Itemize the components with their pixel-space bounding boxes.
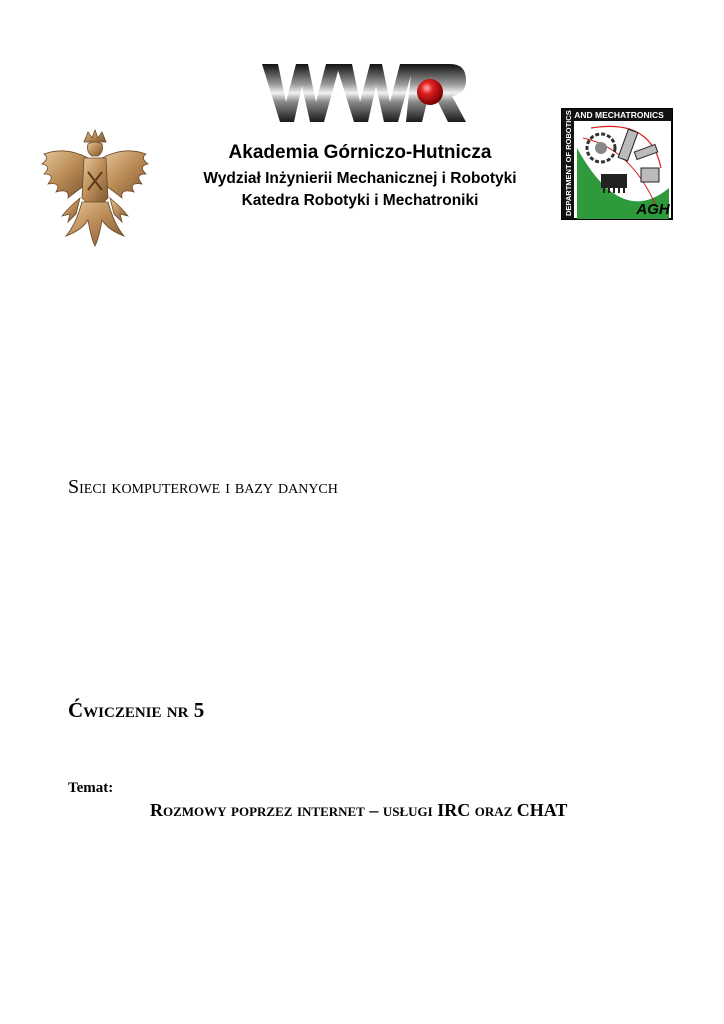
- dept-logo-top-text: AND MECHATRONICS: [574, 110, 664, 120]
- department-name: Katedra Robotyki i Mechatroniki: [241, 192, 479, 209]
- department-logo: [561, 108, 673, 220]
- agh-eagle-emblem: [36, 128, 154, 252]
- university-name: Akademia Górniczo-Hutnicza: [228, 142, 492, 163]
- exercise-number: 5: [193, 698, 205, 722]
- faculty-name: Wydział Inżynierii Mechanicznej i Robotyki: [203, 170, 517, 187]
- dept-logo-agh-text: AGH: [636, 201, 670, 218]
- exercise-title: [68, 698, 204, 723]
- topic-title: Rozmowy poprzez internet – usługi IRC oraz CHAT: [150, 800, 568, 820]
- dept-logo-side-text: DEPARTMENT OF ROBOTICS: [564, 110, 573, 216]
- exercise-prefix: Ćwiczenie nr: [68, 698, 189, 722]
- topic-label: Temat:: [68, 780, 114, 796]
- wimir-logo: [262, 62, 466, 124]
- course-title: Sieci komputerowe i bazy danych: [68, 476, 338, 498]
